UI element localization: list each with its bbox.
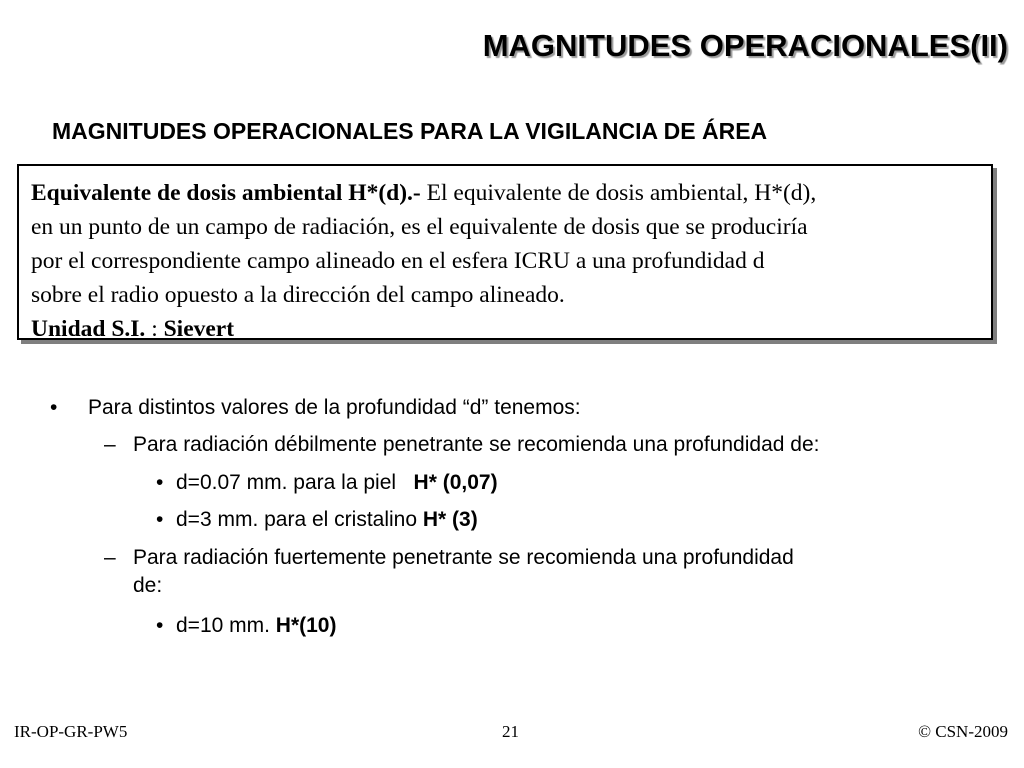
definition-term: Equivalente de dosis ambiental H*(d).- — [31, 180, 421, 206]
slide-title: MAGNITUDES OPERACIONALES(II) — [482, 28, 1008, 63]
list-item-lens — [176, 508, 478, 532]
bullet-depth-values: Para distintos valores de la profundidad “d” tenemos: — [88, 396, 581, 419]
unit-separator: : — [145, 316, 164, 342]
footer-copyright: © CSN-2009 — [918, 722, 1008, 741]
item-quantity: H* (0,07) — [413, 471, 498, 494]
unit-value: Sievert — [163, 316, 235, 342]
item-text: d=0.07 mm. para la piel — [176, 471, 414, 494]
definition-box — [17, 164, 993, 340]
definition-line-4: sobre el radio opuesto a la dirección del campo alineado. — [31, 282, 565, 308]
unit-label: Unidad S.I. — [31, 316, 146, 342]
footer-page-number: 21 — [502, 722, 519, 741]
item-text: d=3 mm. para el cristalino — [176, 508, 423, 531]
list-item-10mm — [176, 614, 336, 638]
definition-line-2: en un punto de un campo de radiación, es el equivalente de dosis que se produciría — [31, 214, 808, 240]
definition-line-1-text: El equivalente de dosis ambiental, H*(d), — [420, 180, 817, 206]
definition-line-3: por el correspondiente campo alineado en el esfera ICRU a una profundidad d — [31, 248, 765, 274]
list-item-skin — [176, 471, 498, 495]
bullet-marker: • — [156, 614, 164, 637]
item-quantity: H*(10) — [275, 614, 337, 637]
bullet-marker: • — [50, 396, 58, 419]
strong-radiation-text-1: Para radiación fuertemente penetrante se recomienda una profundidad — [133, 546, 794, 569]
strong-radiation-text-2: de: — [133, 574, 163, 597]
definition-line-1 — [31, 176, 979, 210]
item-text: d=10 mm. — [176, 614, 276, 637]
item-quantity: H* (3) — [422, 508, 478, 531]
dash-marker: – — [104, 546, 116, 569]
bullet-marker: • — [156, 471, 164, 494]
definition-unit-line — [31, 312, 979, 346]
weak-radiation-text: Para radiación débilmente penetrante se recomienda una profundidad de: — [133, 433, 820, 456]
bullet-marker: • — [156, 508, 164, 531]
slide-subtitle: MAGNITUDES OPERACIONALES PARA LA VIGILANCIA DE ÁREA — [52, 118, 768, 144]
dash-marker: – — [104, 433, 116, 456]
footer-code: IR-OP-GR-PW5 — [14, 722, 128, 741]
